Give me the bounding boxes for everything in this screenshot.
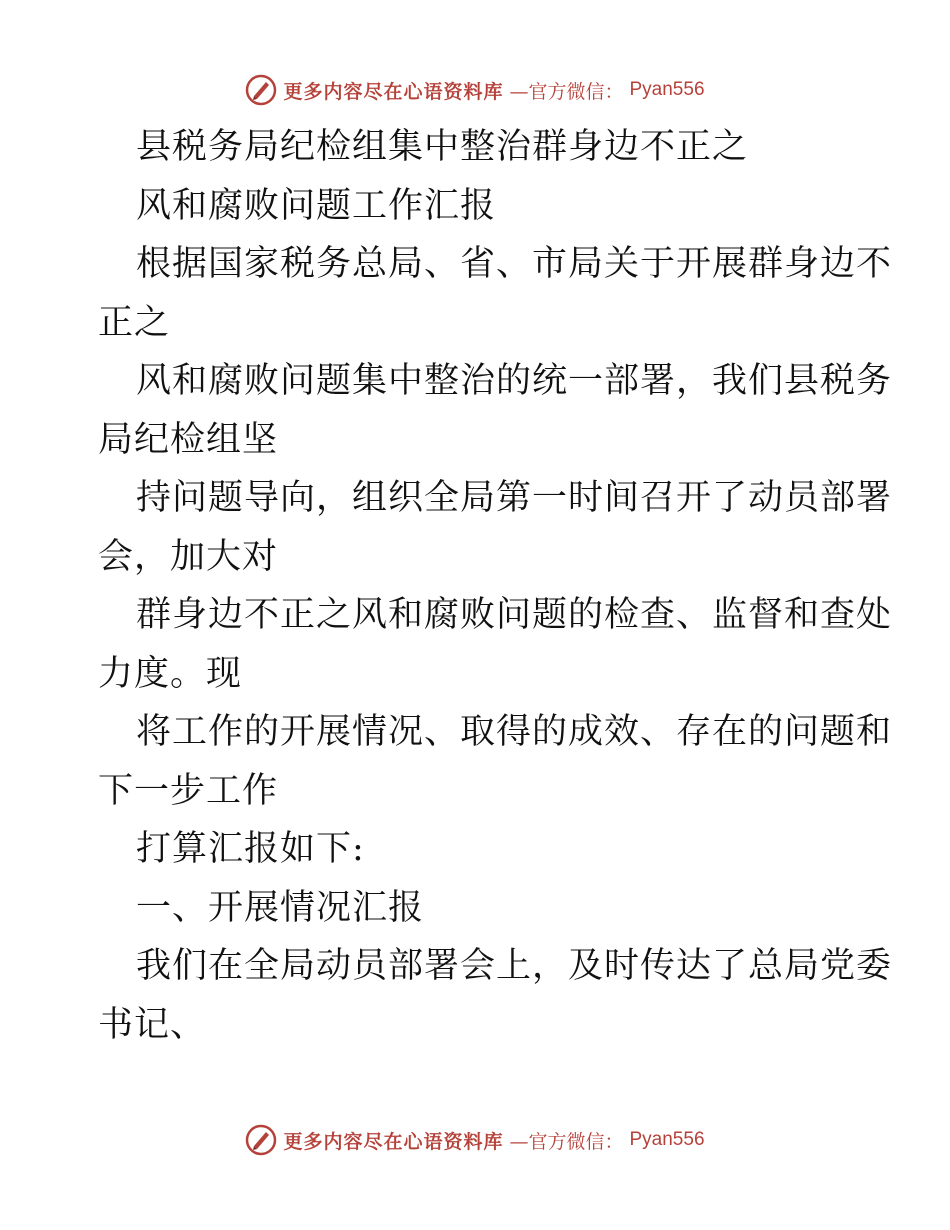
doc-line: 打算汇报如下: <box>136 829 365 869</box>
doc-line: 根据国家税务总局、省、市局关于开展群身边不 <box>136 244 893 284</box>
footer-banner <box>0 1120 950 1160</box>
doc-line: 我们在全局动员部署会上，及时传达了总局党委 <box>136 946 893 986</box>
doc-line: 持问题导向，组织全局第一时间召开了动员部署 <box>136 478 893 518</box>
pen-logo-icon <box>245 74 277 106</box>
footer-promo-text: 更多内容尽在心语资料库 <box>283 1130 504 1153</box>
doc-line: 将工作的开展情况、取得的成效、存在的问题和 <box>136 712 893 752</box>
doc-line: 风和腐败问题集中整治的统一部署，我们县税务 <box>136 361 893 401</box>
header-banner <box>0 70 950 110</box>
doc-line: 力度。现 <box>98 653 243 694</box>
doc-title-line-1: 县税务局纪检组集中整治群身边不正之 <box>136 127 749 167</box>
pen-logo-icon <box>245 1124 277 1156</box>
section-heading: 一、开展情况汇报 <box>136 887 425 928</box>
doc-line: 正之 <box>98 302 171 343</box>
doc-line: 下一步工作 <box>98 770 279 811</box>
doc-line: 书记、 <box>98 1004 207 1045</box>
doc-line: 会，加大对 <box>98 536 279 577</box>
footer-wechat-handle: Pyan556 <box>629 1129 705 1150</box>
footer-wechat-label: —官方微信： <box>509 1130 624 1153</box>
header-wechat-label: —官方微信： <box>509 80 624 103</box>
doc-title-line-2: 风和腐败问题工作汇报 <box>136 185 497 226</box>
header-wechat-handle: Pyan556 <box>629 79 705 100</box>
doc-line: 群身边不正之风和腐败问题的检查、监督和查处 <box>136 595 893 635</box>
document-body <box>98 118 893 1054</box>
header-promo-text: 更多内容尽在心语资料库 <box>283 80 504 103</box>
doc-line: 局纪检组坚 <box>98 419 279 460</box>
